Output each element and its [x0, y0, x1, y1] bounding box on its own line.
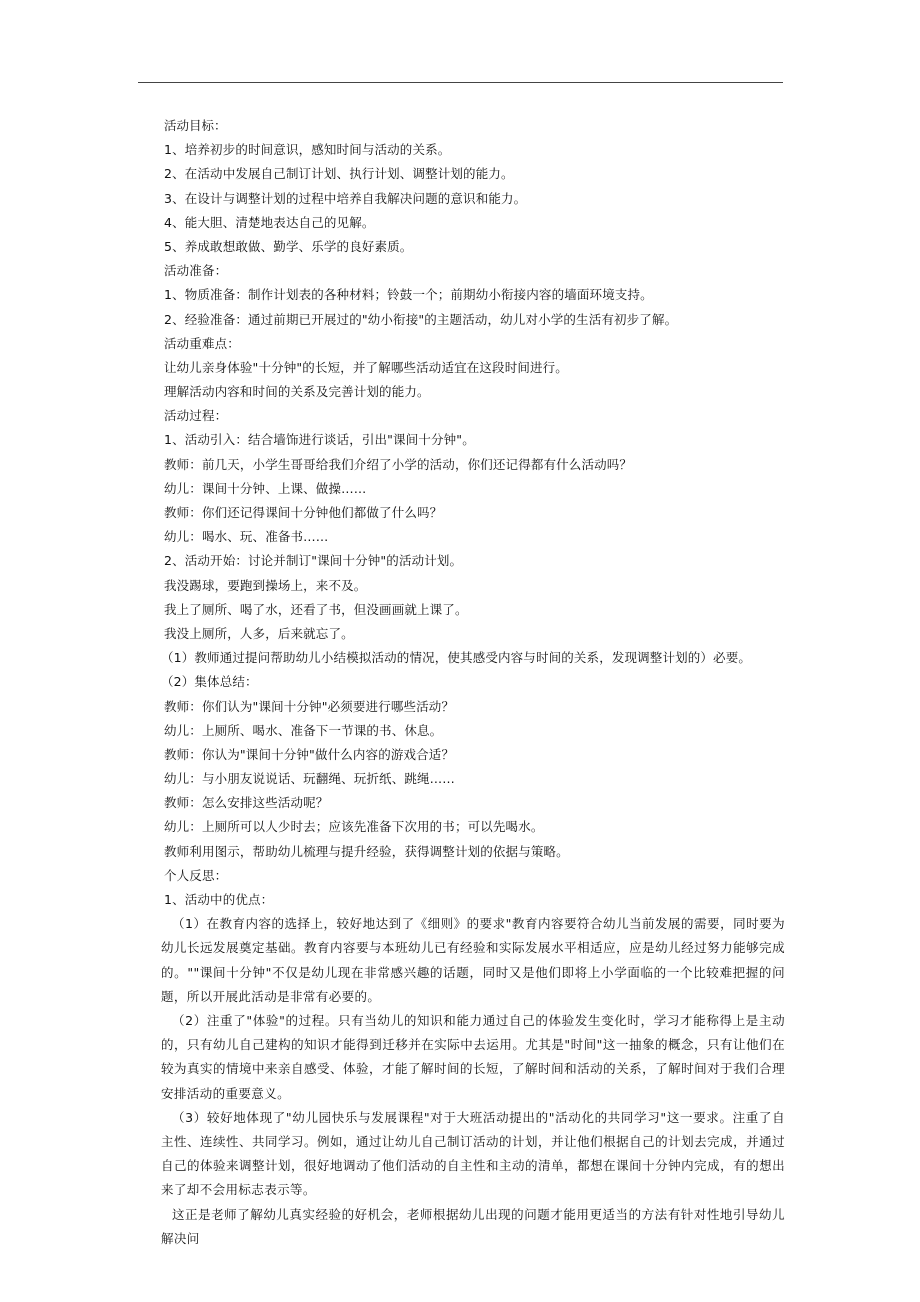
document-body [161, 114, 785, 1251]
preparation-item: 2、经验准备：通过前期已开展过的"幼小衔接"的主题活动，幼儿对小学的生活有初步了解。 [164, 311, 678, 327]
key-point-item: 理解活动内容和时间的关系及完善计划的能力。 [164, 384, 430, 400]
dialogue-line: 教师：你认为"课间十分钟"做什么内容的游戏合适？ [164, 746, 455, 762]
dialogue-line: 教师：怎么安排这些活动呢？ [164, 795, 329, 811]
child-quote: 我没踢球，要跑到操场上，来不及。 [164, 577, 367, 593]
goal-item: 5、养成敢想敢做、勤学、乐学的良好素质。 [164, 238, 413, 254]
process-line: 2、活动开始：讨论并制订"课间十分钟"的活动计划。 [164, 553, 463, 569]
reflection-paragraph: （1）在教育内容的选择上，较好地达到了《细则》的要求"教育内容要符合幼儿当前发展的需要，同时要为幼儿长远发展奠定基础。教育内容要与本班幼儿已有经验和实际发展水平相适应，应是幼儿经过努力能够完成的。""课间十分钟"不仅是幼儿现在非常感兴趣的话题，同时又是他们即将上小学面临的一个比较难把握的问题，所以开展此活动是非常有必要的。 [161, 916, 785, 1004]
child-quote: 我没上厕所，人多，后来就忘了。 [164, 625, 354, 641]
reflection-paragraph: （3）较好地体现了"幼儿园快乐与发展课程"对于大班活动提出的"活动化的共同学习"这一要求。注重了自主性、连续性、共同学习。例如，通过让幼儿自己制订活动的计划，并让他们根据自己的计划去完成，并通过自己的体验来调整计划，很好地调动了他们活动的自主性和主动的清单，都想在课间十分钟内完成，有的想出来了却不会用标志表示等。 [161, 1109, 785, 1198]
heading-activity-process: 活动过程： [164, 408, 228, 424]
dialogue-line: 教师：前几天，小学生哥哥给我们介绍了小学的活动，你们还记得都有什么活动吗？ [164, 456, 633, 472]
reflection-subheading: 1、活动中的优点： [164, 892, 274, 907]
dialogue-line: 幼儿：喝水、玩、准备书…… [164, 529, 329, 545]
dialogue-line: 幼儿：与小朋友说说话、玩翻绳、玩折纸、跳绳…… [164, 771, 455, 787]
key-point-item: 让幼儿亲身体验"十分钟"的长短，并了解哪些活动适宜在这段时间进行。 [164, 359, 568, 375]
goal-item: 4、能大胆、清楚地表达自己的见解。 [164, 214, 375, 230]
heading-reflection: 个人反思： [164, 867, 228, 883]
reflection-paragraph: 这正是老师了解幼儿真实经验的好机会，老师根据幼儿出现的问题才能用更适当的方法有针对性地引导幼儿解决问 [161, 1206, 785, 1246]
child-quote: 我上了厕所、喝了水，还看了书，但没画画就上课了。 [164, 601, 468, 617]
dialogue-line: 教师：你们认为"课间十分钟"必须要进行哪些活动？ [164, 698, 455, 714]
reflection-paragraph: （2）注重了"体验"的过程。只有当幼儿的知识和能力通过自己的体验发生变化时，学习才能称得上是主动的，只有幼儿自己建构的知识才能得到迁移并在实际中去运用。尤其是"时间"这一抽象的概念，只有让他们在较为真实的情境中来亲自感受、体验，才能了解时间的长短，了解时间和活动的关系，了解时间对于我们合理安排活动的重要意义。 [161, 1013, 785, 1101]
dialogue-line: 教师：你们还记得课间十分钟他们都做了什么吗？ [164, 505, 443, 520]
dialogue-line: 幼儿：上厕所可以人少时去；应该先准备下次用的书；可以先喝水。 [164, 819, 544, 835]
process-line: 教师利用图示，帮助幼儿梳理与提升经验，获得调整计划的依据与策略。 [164, 843, 569, 859]
process-step: （2）集体总结： [161, 674, 258, 690]
goal-item: 2、在活动中发展自己制订计划、执行计划、调整计划的能力。 [164, 166, 514, 182]
dialogue-line: 幼儿：上厕所、喝水、准备下一节课的书、休息。 [164, 722, 443, 738]
process-line: 1、活动引入：结合墙饰进行谈话，引出"课间十分钟"。 [164, 432, 475, 448]
process-step: （1）教师通过提问帮助幼儿小结模拟活动的情况，使其感受内容与时间的关系，发现调整计划的）必要。 [161, 650, 752, 666]
heading-activity-preparation: 活动准备： [164, 263, 228, 279]
goal-item: 1、培养初步的时间意识，感知时间与活动的关系。 [164, 142, 451, 158]
heading-activity-goals: 活动目标： [164, 118, 227, 133]
preparation-item: 1、物质准备：制作计划表的各种材料；铃鼓一个；前期幼小衔接内容的墙面环境支持。 [164, 287, 653, 303]
goal-item: 3、在设计与调整计划的过程中培养自我解决问题的意识和能力。 [164, 190, 527, 206]
header-rule [138, 82, 783, 83]
dialogue-line: 幼儿：课间十分钟、上课、做操…… [164, 480, 367, 496]
heading-key-points: 活动重难点： [164, 335, 240, 351]
